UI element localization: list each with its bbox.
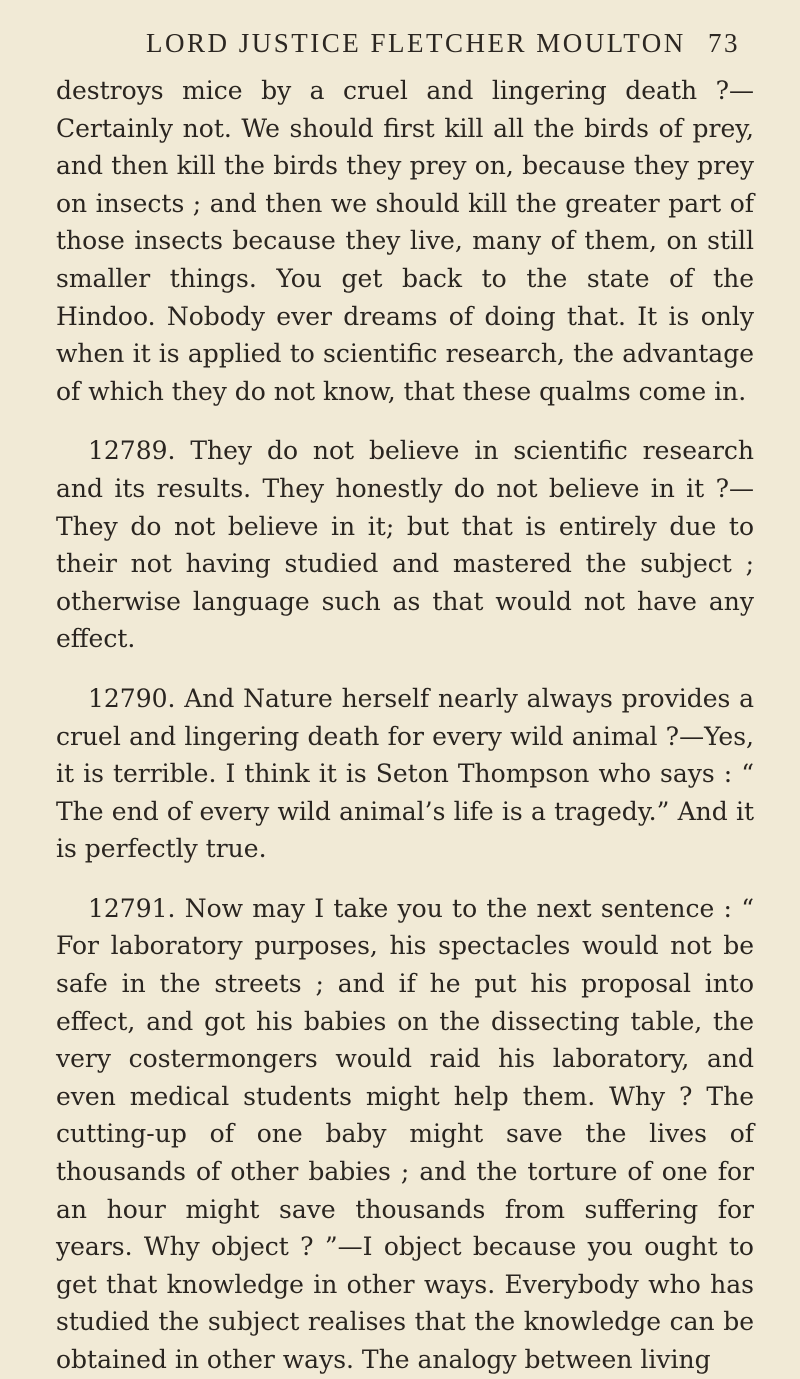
body-text xyxy=(56,72,754,1379)
running-title: LORD JUSTICE FLETCHER MOULTON xyxy=(146,28,686,58)
page-number: 73 xyxy=(708,28,740,58)
paragraph-continuation: destroys mice by a cruel and lingering death ?—Certainly not. We should first kill all the birds of prey, and then kill the birds they prey on, because they prey on insects ; and then we should kill the greater part of those insects because they live, many of them, on still smaller things. You get back to the state of the Hindoo. Nobody ever dreams of doing that. It is only when it is applied to scientific research, the advantage of which they do not know, that these qualms come in. xyxy=(56,76,754,406)
paragraph-12791: 12791. Now may I take you to the next sentence : “ For laboratory purposes, his spectacles would not be safe in the streets ; and if he put his proposal into effect, and got his babies on the dissecting table, the very costermongers would raid his laboratory, and even medical students might help them. Why ? The cutting-up of one baby might save the lives of thousands of other babies ; and the torture of one for an hour might save thousands from suffering for years. Why object ? ”—I object because you ought to get that knowledge in other ways. Everybody who has studied the subject realises that the knowledge can be obtained in other ways. The analogy between living xyxy=(56,893,754,1374)
paragraph-12790: 12790. And Nature herself nearly always provides a cruel and lingering death for every wild animal ?—Yes, it is terrible. I think it is Seton Thompson who says : “ The end of every wild animal’s life is a tragedy.” And it is perfectly true. xyxy=(56,683,754,864)
paragraph-12789: 12789. They do not believe in scientific research and its results. They honestly do not believe in it ?—They do not believe in it; but that is entirely due to their not having studied and mastered the subject ; otherwise language such as that would not have any effect. xyxy=(56,436,754,654)
running-head xyxy=(56,28,754,72)
